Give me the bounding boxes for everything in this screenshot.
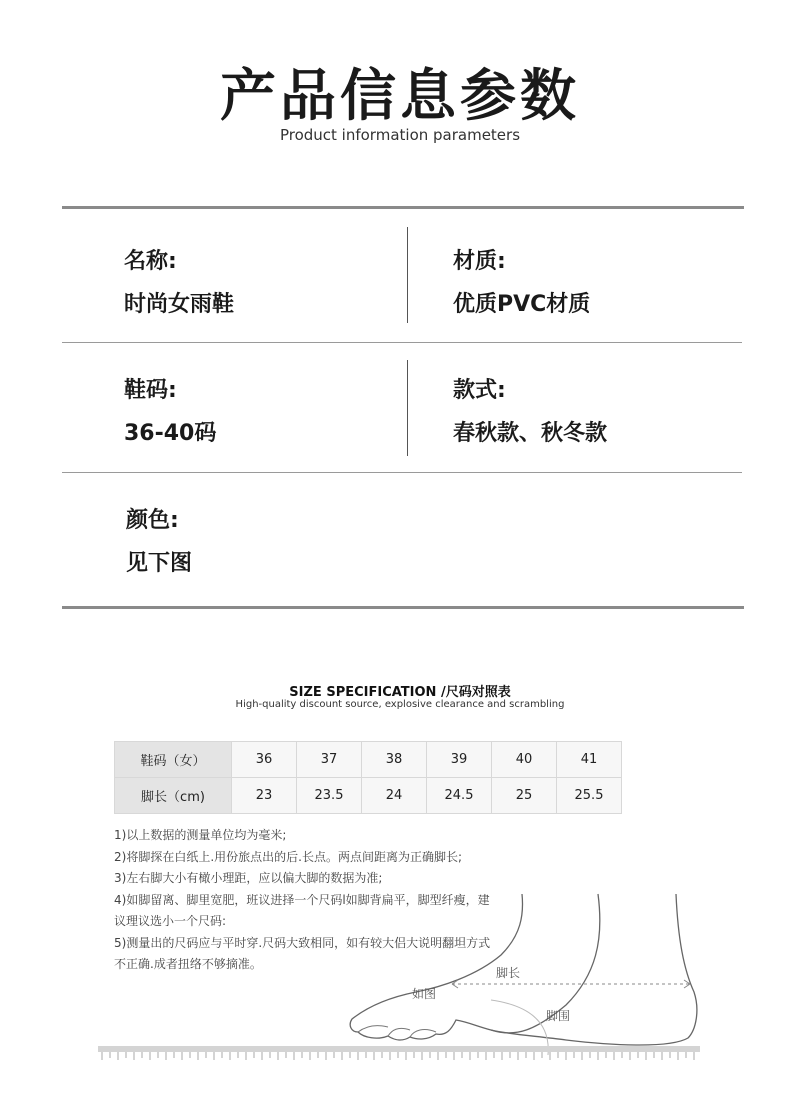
length-cell: 23 <box>232 778 297 814</box>
material-label: 材质: <box>453 249 506 274</box>
size-table <box>114 741 622 814</box>
note-line: 5)测量出的尺码应与平时穿.尺码大致相同，如有较大侣大说明翻坦方式 <box>114 935 491 950</box>
note-line: 不正确.成者扭络不够摘准。 <box>114 957 262 971</box>
color-value: 见下图 <box>126 551 193 576</box>
color-label: 颜色: <box>126 508 179 533</box>
size-cell: 39 <box>427 742 492 778</box>
divider-row-2 <box>62 472 742 473</box>
table-row <box>115 778 622 814</box>
name-value: 时尚女雨鞋 <box>124 292 235 317</box>
length-cell: 24 <box>362 778 427 814</box>
foot-illustration-icon <box>96 880 706 1070</box>
foot-length-label: 脚长 <box>496 966 521 980</box>
material-value: 优质PVC材质 <box>453 292 591 317</box>
size-cell: 37 <box>297 742 362 778</box>
page-subtitle: Product information parameters <box>279 126 521 144</box>
length-cell: 25.5 <box>557 778 622 814</box>
note-line: 2)将脚探在白纸上.用份旅点出的后.长点。两点间距离为正确脚长; <box>114 849 462 864</box>
divider-bottom <box>62 606 744 609</box>
note-line: 3)左右脚大小有橄小理距，应以偏大脚的数据为准; <box>114 871 383 885</box>
note-line: 议理议选小一个尺码: <box>114 914 227 928</box>
length-cell: 23.5 <box>297 778 362 814</box>
size-value: 36-40码 <box>124 421 217 446</box>
foot-diagram <box>96 880 706 1074</box>
foot-girth-label: 脚围 <box>546 1009 571 1023</box>
page-title: 产品信息参数 <box>220 64 580 129</box>
size-spec-title: SIZE SPECIFICATION /尺码对照表 <box>289 685 511 700</box>
note-line: 1)以上数据的测量单位均为毫米; <box>114 828 287 842</box>
length-cell: 24.5 <box>427 778 492 814</box>
size-cell: 40 <box>492 742 557 778</box>
row-label-length: 脚长（cm) <box>115 778 232 814</box>
style-label: 款式: <box>453 378 506 403</box>
size-cell: 41 <box>557 742 622 778</box>
row-label-size: 鞋码（女） <box>115 742 232 778</box>
size-spec-subtitle: High-quality discount source, explosive clearance and scrambling <box>235 699 565 710</box>
length-cell: 25 <box>492 778 557 814</box>
as-shown-label: 如图 <box>412 987 437 1001</box>
divider-top <box>62 206 744 209</box>
size-label: 鞋码: <box>124 378 177 403</box>
divider-vertical-2 <box>407 360 408 456</box>
name-label: 名称: <box>124 249 177 274</box>
divider-vertical-1 <box>407 227 408 323</box>
size-cell: 38 <box>362 742 427 778</box>
table-row <box>115 742 622 778</box>
divider-row-1 <box>62 342 742 343</box>
style-value: 春秋款、秋冬款 <box>453 421 608 446</box>
size-cell: 36 <box>232 742 297 778</box>
note-line: 4)如脚留离、脚里宽肥，班议进择一个尺码l如脚背扁平，脚型纤瘦，建 <box>114 892 490 907</box>
